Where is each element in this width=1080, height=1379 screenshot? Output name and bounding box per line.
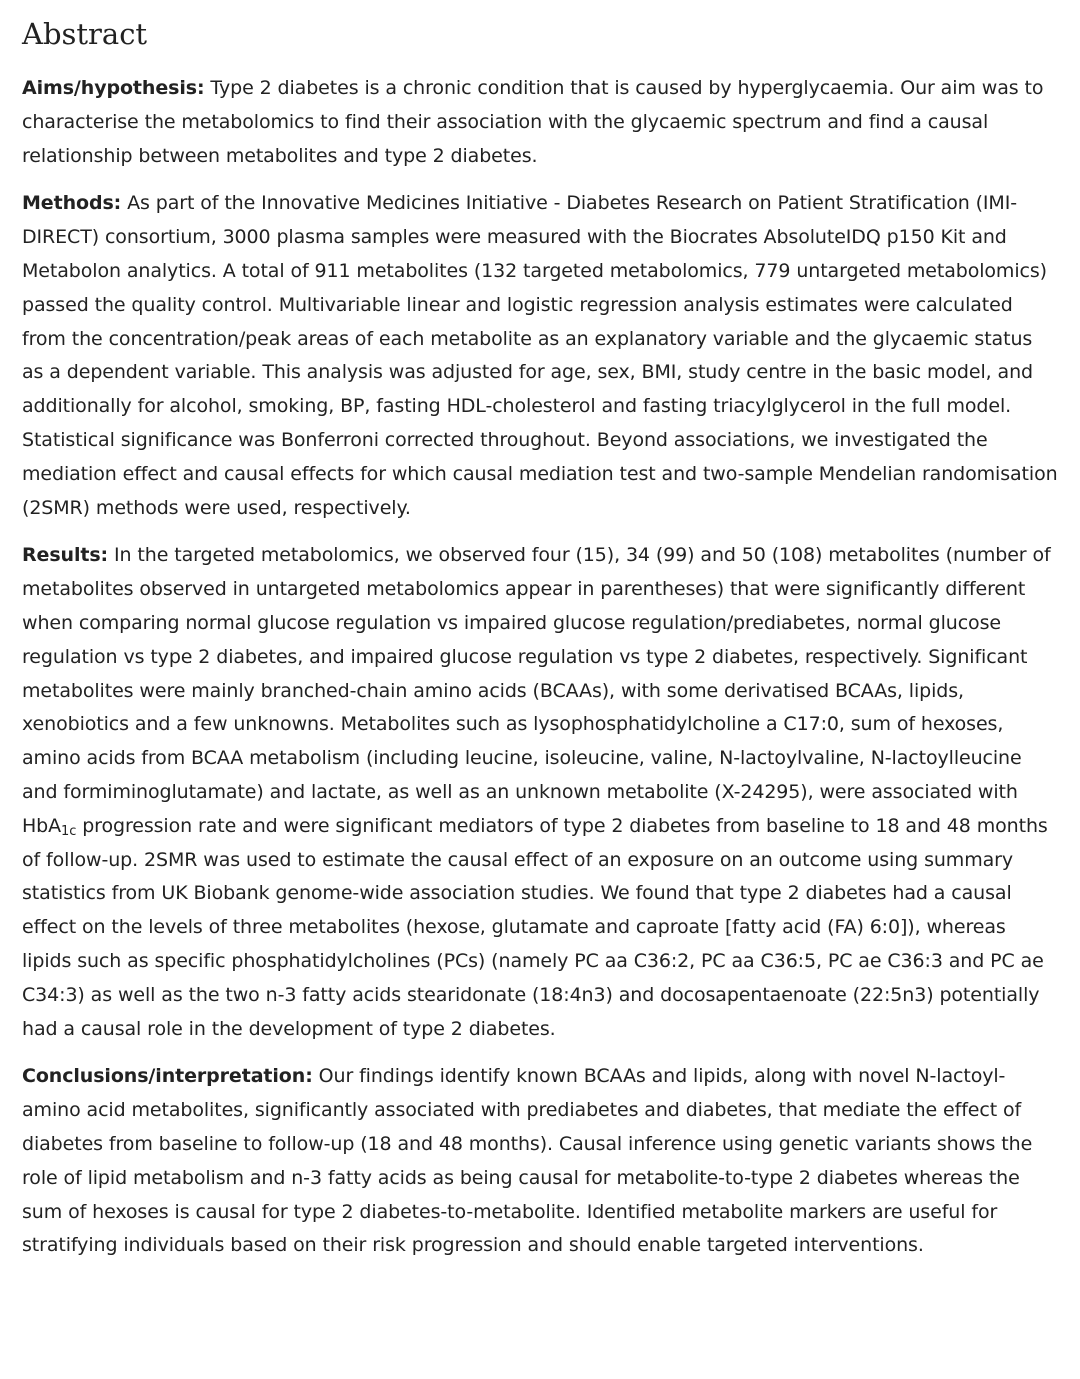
conclusions-label: Conclusions/interpretation: bbox=[22, 1065, 313, 1088]
aims-text: Type 2 diabetes is a chronic condition that is caused by hyperglycaemia. Our aim was to characterise the metabolomics to find their association with the glycaemic spectrum and find a causal relationship between metabolites and type 2 diabetes. bbox=[22, 77, 1044, 167]
aims-label: Aims/hypothesis: bbox=[22, 77, 205, 99]
results-text-before: In the targeted metabolomics, we observed four (15), 34 (99) and 50 (108) metabolites (number of metabolites observed in untargeted metabolomics appear in parentheses) that were significantly different when comparing normal glucose regulation vs impaired glucose regulation/prediabetes, normal glucose regulation vs type 2 diabetes, and impaired glucose regulation vs type 2 diabetes, respectively. Significant metabolites were mainly branched-chain amino acids (BCAAs), with some derivatised BCAAs, lipids, xenobiotics and a few unknowns. Metabolites such as lysophosphatidylcholine a C17:0, sum of hexoses, amino acids from BCAA metabolism (including leucine, isoleucine, valine, N-lactoylvaline, N-lactoylleucine and formiminoglutamate) and lactate, as well as an unknown metabolite (X-24295), were associated with bbox=[22, 544, 1051, 803]
hba1c-main: HbA bbox=[22, 814, 62, 837]
hba1c-subscript: 1c bbox=[61, 823, 77, 839]
methods-text: As part of the Innovative Medicines Initiative - Diabetes Research on Patient Stratification (IMI-DIRECT) consortium, 3000 plasma samples were measured with the Biocrates AbsoluteIDQ p150 Kit and Metabolon analytics. A total of 911 metabolites (132 targeted metabolomics, 779 untargeted metabolomics) passed the quality control. Multivariable linear and logistic regression analysis estimates were calculated from the concentration/peak areas of each metabolite as an explanatory variable and the glycaemic status as a dependent variable. This analysis was adjusted for age, sex, BMI, study centre in the basic model, and additionally for alcohol, smoking, BP, fasting HDL-cholesterol and fasting triacylglycerol in the full model. Statistical significance was Bonferroni corrected throughout. Beyond associations, we investigated the mediation effect and causal effects for which causal mediation test and two-sample Mendelian randomisation (2SMR) methods were used, respectively. bbox=[22, 192, 1058, 519]
abstract-title: Abstract bbox=[22, 17, 148, 51]
aims-paragraph bbox=[22, 72, 1058, 173]
results-text-after: progression rate and were significant mediators of type 2 diabetes from baseline to 18 and 48 months of follow-up. 2SMR was used to estimate the causal effect of an exposure on an outcome using summary statistics from UK Biobank genome-wide association studies. We found that type 2 diabetes had a causal effect on the levels of three metabolites (hexose, glutamate and caproate [fatty acid (FA) 6:0]), whereas lipids such as specific phosphatidylcholines (PCs) (namely PC aa C36:2, PC aa C36:5, PC ae C36:3 and PC ae C34:3) as well as the two n-3 fatty acids stearidonate (18:4n3) and docosapentaenoate (22:5n3) potentially had a causal role in the development of type 2 diabetes. bbox=[22, 814, 1048, 1040]
results-label: Results: bbox=[22, 544, 109, 567]
methods-paragraph bbox=[22, 187, 1058, 525]
conclusions-text: Our findings identify known BCAAs and lipids, along with novel N-lactoyl-amino acid metabolites, significantly associated with prediabetes and diabetes, that mediate the effect of diabetes from baseline to follow-up (18 and 48 months). Causal inference using genetic variants shows the role of lipid metabolism and n-3 fatty acids as being causal for metabolite-to-type 2 diabetes whereas the sum of hexoses is causal for type 2 diabetes-to-metabolite. Identified metabolite markers are useful for stratifying individuals based on their risk progression and should enable targeted interventions. bbox=[22, 1065, 1033, 1257]
methods-label: Methods: bbox=[22, 192, 122, 215]
hba1c-term bbox=[22, 815, 76, 837]
results-paragraph bbox=[22, 539, 1058, 1046]
conclusions-paragraph bbox=[22, 1060, 1058, 1263]
